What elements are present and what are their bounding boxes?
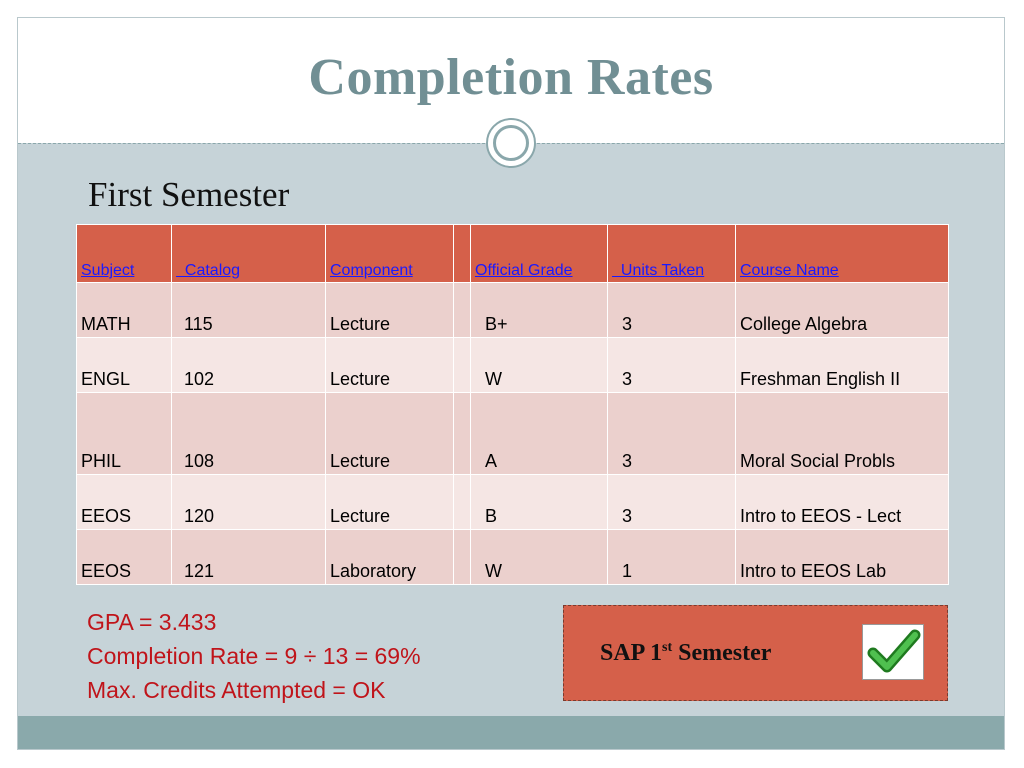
- cell-catalog: 120: [172, 475, 326, 530]
- gpa-line: GPA = 3.433: [87, 609, 217, 635]
- cell-grade: W: [471, 530, 608, 585]
- cell-units: 3: [608, 475, 736, 530]
- cell-spacer: [454, 393, 471, 475]
- sap-label: SAP 1st Semester: [600, 640, 772, 666]
- cell-component: Lecture: [326, 393, 454, 475]
- cell-grade: B+: [471, 283, 608, 338]
- cell-units: 1: [608, 530, 736, 585]
- cell-grade: B: [471, 475, 608, 530]
- cell-course-name: Intro to EEOS Lab: [736, 530, 949, 585]
- header-spacer: [454, 225, 471, 283]
- completion-rate-line: Completion Rate = 9 ÷ 13 = 69%: [87, 643, 421, 669]
- cell-subject: EEOS: [77, 475, 172, 530]
- divider-circle-inner: [493, 125, 529, 161]
- cell-units: 3: [608, 283, 736, 338]
- cell-spacer: [454, 283, 471, 338]
- cell-spacer: [454, 338, 471, 393]
- cell-course-name: Freshman English II: [736, 338, 949, 393]
- max-credits-line: Max. Credits Attempted = OK: [87, 677, 386, 703]
- stats-block: [87, 605, 421, 707]
- cell-component: Lecture: [326, 475, 454, 530]
- slide-footer-bar: [18, 716, 1004, 749]
- cell-subject: EEOS: [77, 530, 172, 585]
- cell-subject: PHIL: [77, 393, 172, 475]
- cell-catalog: 121: [172, 530, 326, 585]
- cell-grade: W: [471, 338, 608, 393]
- header-catalog[interactable]: Catalog: [172, 225, 326, 283]
- cell-component: Lecture: [326, 338, 454, 393]
- cell-grade: A: [471, 393, 608, 475]
- header-official-grade[interactable]: Official Grade: [471, 225, 608, 283]
- table-row: [77, 530, 949, 585]
- course-table: [76, 224, 949, 585]
- table-row: [77, 283, 949, 338]
- cell-subject: ENGL: [77, 338, 172, 393]
- header-course-name[interactable]: Course Name: [736, 225, 949, 283]
- cell-catalog: 102: [172, 338, 326, 393]
- cell-course-name: College Algebra: [736, 283, 949, 338]
- table-row: [77, 338, 949, 393]
- cell-units: 3: [608, 338, 736, 393]
- checkmark-icon-svg: [863, 625, 923, 679]
- sap-status-box: [563, 605, 948, 701]
- cell-units: 3: [608, 393, 736, 475]
- cell-catalog: 115: [172, 283, 326, 338]
- cell-catalog: 108: [172, 393, 326, 475]
- cell-spacer: [454, 530, 471, 585]
- slide-title: Completion Rates: [308, 49, 714, 106]
- cell-spacer: [454, 475, 471, 530]
- header-subject[interactable]: Subject: [77, 225, 172, 283]
- slide-subtitle: First Semester: [88, 175, 290, 214]
- table-row: [77, 475, 949, 530]
- table-header-row: [77, 225, 949, 283]
- cell-course-name: Intro to EEOS - Lect: [736, 475, 949, 530]
- table-row: [77, 393, 949, 475]
- cell-subject: MATH: [77, 283, 172, 338]
- header-component[interactable]: Component: [326, 225, 454, 283]
- divider-circle-ornament: [486, 118, 536, 168]
- checkmark-icon: [862, 624, 924, 680]
- cell-component: Lecture: [326, 283, 454, 338]
- header-units-taken[interactable]: Units Taken: [608, 225, 736, 283]
- cell-course-name: Moral Social Probls: [736, 393, 949, 475]
- cell-component: Laboratory: [326, 530, 454, 585]
